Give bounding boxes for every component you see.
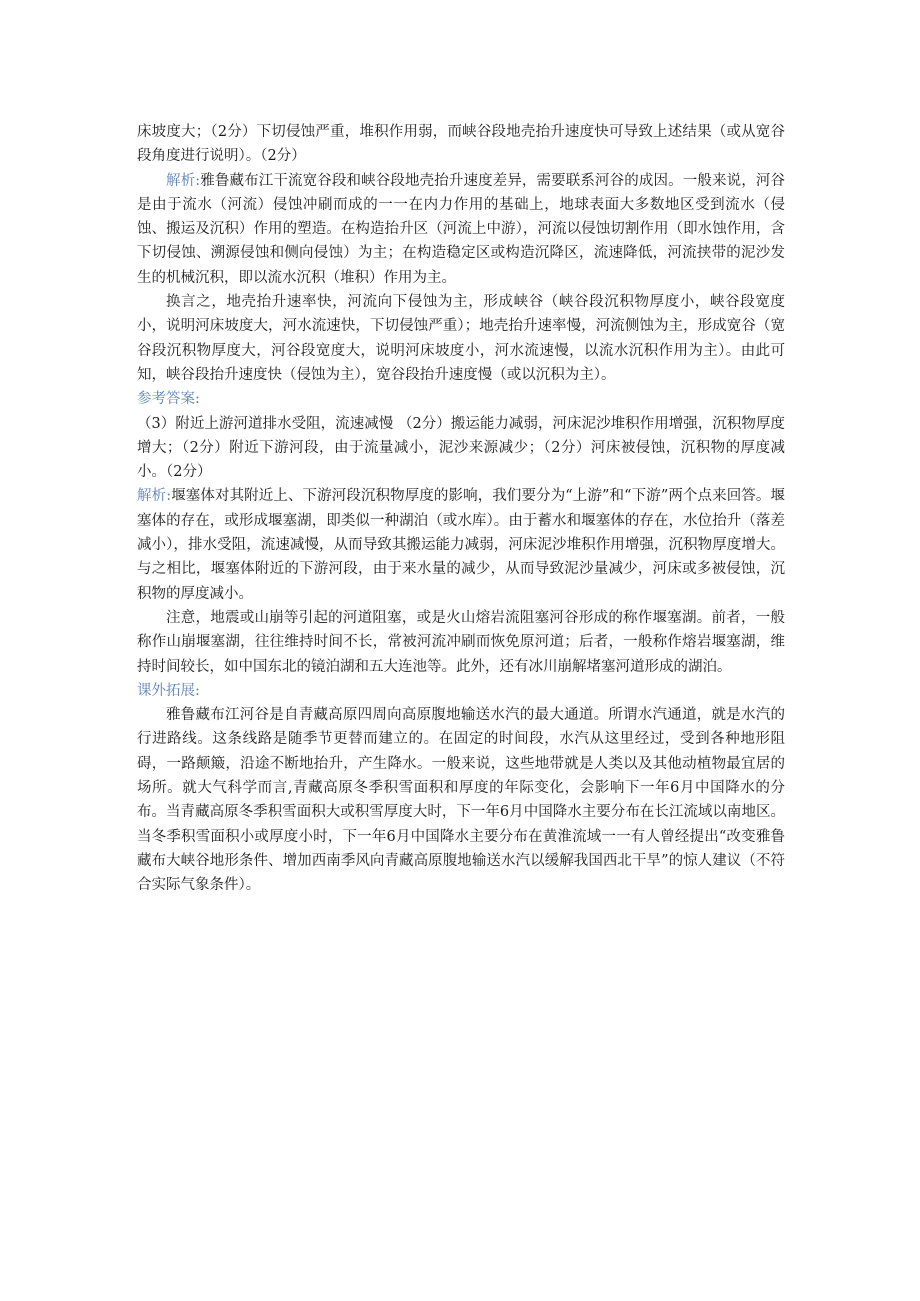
answer-continuation-paragraph: 床坡度大；（2分）下切侵蚀严重，堆积作用弱，而峡谷段地壳抬升速度快可导致上述结果（或从宽谷段角度进行说明）。（2分） (137, 124, 785, 165)
analysis-label: 解析: (166, 172, 201, 189)
reference-answer-heading: 参考答案: (137, 391, 200, 408)
extension-heading: 课外拓展: (137, 682, 200, 699)
reference-answer-paragraph: （3）附近上游河道排水受阻，流速减慢 （2分）搬运能力减弱，河床泥沙堆积作用增强，沉积物厚度增大；（2分）附近下游河段，由于流量减小，泥沙来源减少；（2分）河床被侵蚀，沉积物的厚度减小。（2分） (137, 415, 785, 481)
analysis-text: 雅鲁藏布江干流宽谷段和峡谷段地壳抬升速度差异，需要联系河谷的成因。一般来说，河谷是由于流水（河流）侵蚀冲刷而成的一一在内力作用的基础上，地球表面大多数地区受到流水（侵蚀、搬运及沉积）作用的塑造。在构造抬升区（河流上中游），河流以侵蚀切割作用（即水蚀作用，含下切侵蚀、溯源侵蚀和侧向侵蚀）为主；在构造稳定区或构造沉降区，流速降低，河流挟带的泥沙发生的机械沉积，即以流水沉积（堆积）作用为主。 (137, 172, 786, 286)
analysis-label: 解析: (137, 488, 172, 505)
document-body (137, 120, 785, 898)
analysis-paragraph-3 (137, 484, 785, 605)
extension-paragraph: 雅鲁藏布江河谷是自青藏高原四周向高原腹地输送水汽的最大通道。所谓水汽通道，就是水汽的行进路线。这条线路是随季节更替而建立的。在固定的时间段，水汽从这里经过，受到各种地形阻碍，一路颠簸，沿途不断地抬升，产生降水。一般来说，这些地带就是人类以及其他动植物最宜居的场所。就大气科学而言,青藏高原冬季积雪面积和厚度的年际变化，会影响下一年6月中国降水的分布。当青藏高原冬季积雪面积大或积雪厚度大时，下一年6月中国降水主要分布在长江流域以南地区。当冬季积雪面积小或厚度小时，下一年6月中国降水主要分布在黄淮流域一一有人曾经提出“改变雅鲁藏布大峡谷地形条件、增加西南季风向青藏高原腹地输送水汽以缓解我国西北干旱”的惊人建议（不符合实际气象条件）。 (137, 707, 785, 894)
analysis-paragraph-1 (137, 169, 785, 290)
analysis-text: 堰塞体对其附近上、下游河段沉积物厚度的影响，我们要分为“上游”和“下游”两个点来回答。堰塞体的存在，或形成堰塞湖，即类似一种湖泊（或水库）。由于蓄水和堰塞体的存在，水位抬升（落差减小），排水受阻，流速减慢，从而导致其搬运能力减弱，河床泥沙堆积作用增强，沉积物厚度增大。与之相比，堰塞体附近的下游河段，由于来水量的减少，从而导致泥沙量减少，河床或多被侵蚀，沉积物的厚度减小。 (137, 488, 786, 602)
note-paragraph: 注意，地震或山崩等引起的河道阻塞，或是火山熔岩流阻塞河谷形成的称作堰塞湖。前者，一般称作山崩堰塞湖，往往维持时间不长，常被河流冲刷而恢免原河道；后者，一般称作熔岩堰塞湖，维持时间较长，如中国东北的镜泊湖和五大连池等。此外，还有冰川崩解堵塞河道形成的湖泊。 (137, 609, 785, 675)
analysis-paragraph-2: 换言之，地壳抬升速率快，河流向下侵蚀为主，形成峡谷（峡谷段沉积物厚度小，峡谷段宽度小，说明河床坡度大，河水流速快，下切侵蚀严重）；地壳抬升速率慢，河流侧蚀为主，形成宽谷（宽谷段沉积物厚度大，河谷段宽度大，说明河床坡度小，河水流速慢，以流水沉积作用为主）。由此可知，峡谷段抬升速度快（侵蚀为主），宽谷段抬升速度慢（或以沉积为主）。 (137, 294, 785, 383)
